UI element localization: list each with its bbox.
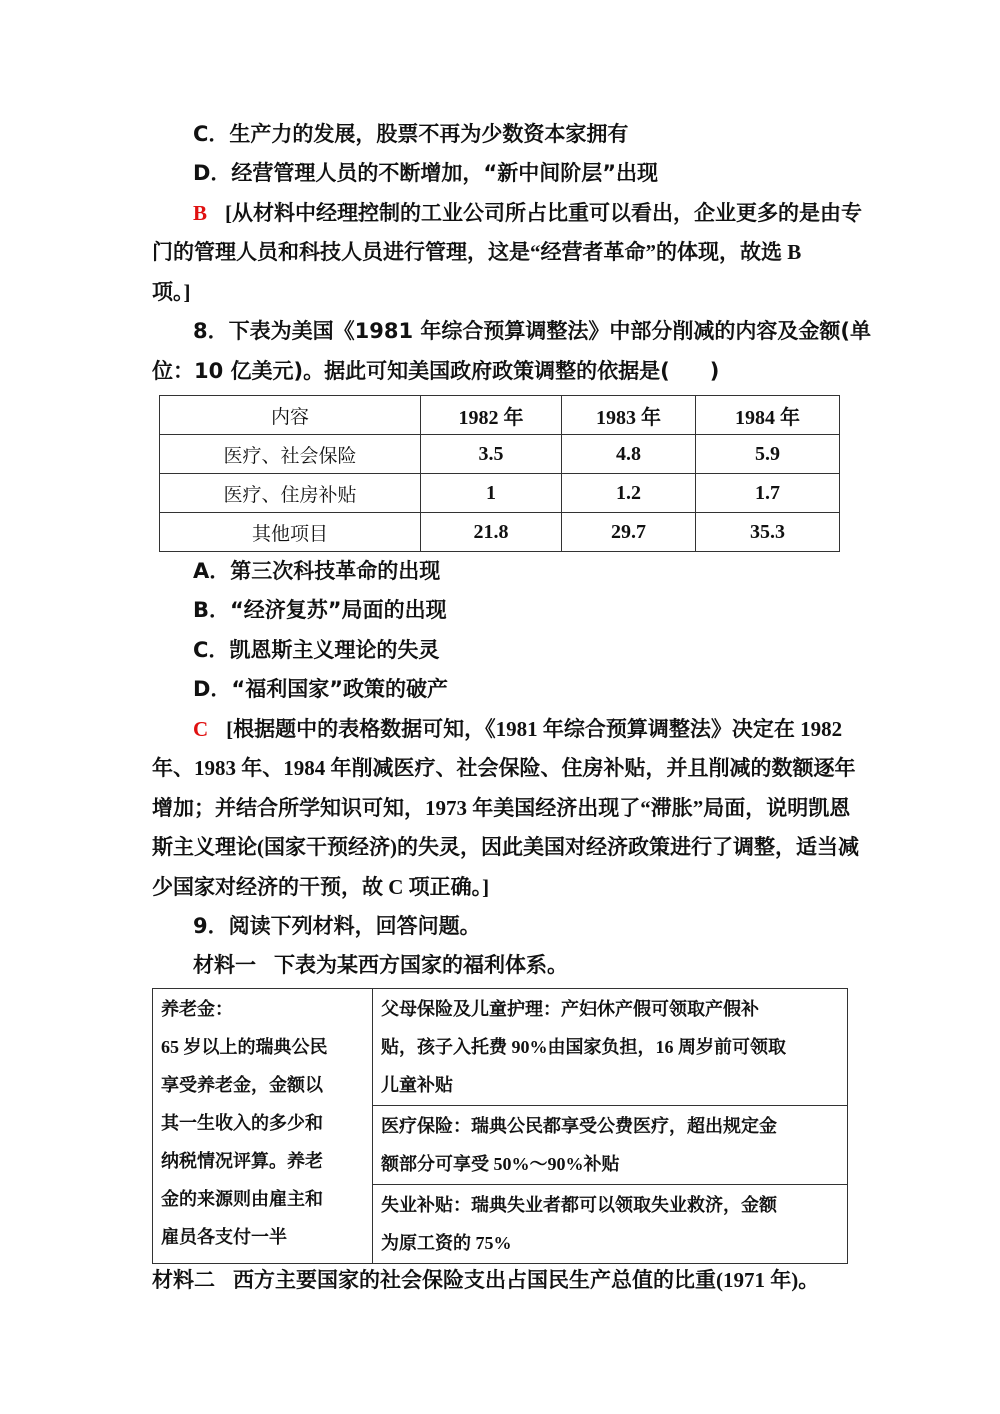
q7-option-d: D．经营管理人员的不断增加，“新中间阶层”出现 [193, 161, 659, 185]
q7-explanation-line1: [从材料中经理控制的工业公司所占比重可以看出，企业更多的是由专 [225, 201, 863, 225]
pension-line: 其一生收入的多少和 [161, 1113, 323, 1133]
cell: 5.9 [696, 435, 840, 474]
header-content: 内容 [160, 396, 421, 435]
q8-explanation-line4: 斯主义理论(国家干预经济)的失灵，因此美国对经济政策进行了调整，适当减 [152, 835, 859, 859]
q8-option-c: C．凯恩斯主义理论的失灵 [193, 638, 440, 662]
pension-line: 金的来源则由雇主和 [161, 1189, 323, 1209]
material2-text: 西方主要国家的社会保险支出占国民生产总值的比重(1971 年)。 [233, 1268, 820, 1292]
q7-answer [193, 199, 862, 227]
cell: 35.3 [696, 513, 840, 552]
q9-stem: 9．阅读下列材料，回答问题。 [193, 914, 481, 938]
medical-line: 医疗保险：瑞典公民都享受公费医疗，超出规定金 [381, 1116, 777, 1136]
q8-answer [193, 715, 842, 743]
header-1983: 1983 年 [562, 396, 696, 435]
cell: 1 [421, 474, 562, 513]
parental-line: 贴，孩子入托费 90%由国家负担，16 周岁前可领取 [381, 1037, 786, 1057]
unemployment-line: 失业补贴：瑞典失业者都可以领取失业救济，金额 [381, 1195, 777, 1215]
parental-line: 父母保险及儿童护理：产妇休产假可领取产假补 [381, 999, 759, 1019]
cell: 4.8 [562, 435, 696, 474]
header-1984: 1984 年 [696, 396, 840, 435]
cell: 29.7 [562, 513, 696, 552]
table-row [160, 513, 840, 552]
q9-material2 [152, 1266, 848, 1294]
pension-line: 养老金： [161, 999, 233, 1019]
medical-line: 额部分可享受 50%～90%补贴 [381, 1154, 620, 1174]
cell: 21.8 [421, 513, 562, 552]
q9-material-flow [152, 988, 848, 1294]
q8-explanation-line3: 增加；并结合所学知识可知，1973 年美国经济出现了“滞胀”局面，说明凯恩 [152, 796, 851, 820]
welfare-table [152, 988, 848, 1264]
material1-text: 下表为某西方国家的福利体系。 [274, 953, 568, 977]
pension-line: 65 岁以上的瑞典公民 [161, 1037, 328, 1057]
q8-budget-table [159, 395, 840, 552]
q9-material1 [193, 951, 568, 979]
q8-stem-line2: 位：10 亿美元)。据此可知美国政府政策调整的依据是( ) [152, 359, 720, 383]
material2-label: 材料二 [152, 1268, 215, 1292]
table-row [160, 435, 840, 474]
pension-line: 纳税情况评算。养老 [161, 1151, 323, 1171]
medical-insurance-cell [373, 1106, 848, 1185]
table-row [160, 474, 840, 513]
row-label: 其他项目 [160, 513, 421, 552]
row-label: 医疗、社会保险 [160, 435, 421, 474]
q7-answer-letter: B [193, 201, 208, 225]
q8-option-b: B．“经济复苏”局面的出现 [193, 598, 447, 622]
parental-insurance-cell [373, 989, 848, 1106]
q8-explanation-line5: 少国家对经济的干预，故 C 项正确。] [152, 875, 490, 899]
cell: 1.2 [562, 474, 696, 513]
pension-line: 雇员各支付一半 [161, 1227, 287, 1247]
q8-explanation-line2: 年、1983 年、1984 年削减医疗、社会保险、住房补贴，并且削减的数额逐年 [152, 756, 856, 780]
material1-label: 材料一 [193, 953, 256, 977]
pension-line: 享受养老金，金额以 [161, 1075, 323, 1095]
header-1982: 1982 年 [421, 396, 562, 435]
q8-explanation-line1: [根据题中的表格数据可知，《1981 年综合预算调整法》决定在 1982 [226, 717, 843, 741]
q8-option-a: A．第三次科技革命的出现 [193, 559, 441, 583]
q8-stem-line1: 8．下表为美国《1981 年综合预算调整法》中部分削减的内容及金额(单 [193, 319, 871, 343]
q8-answer-letter: C [193, 717, 209, 741]
parental-line: 儿童补贴 [381, 1075, 453, 1095]
pension-cell [153, 989, 373, 1264]
unemployment-line: 为原工资的 75% [381, 1233, 512, 1253]
cell: 1.7 [696, 474, 840, 513]
row-label: 医疗、住房补贴 [160, 474, 421, 513]
table-header-row [160, 396, 840, 435]
q7-explanation-line3: 项。] [152, 280, 191, 304]
q8-option-d: D．“福利国家”政策的破产 [193, 677, 449, 701]
unemployment-cell [373, 1185, 848, 1264]
q7-option-c: C．生产力的发展，股票不再为少数资本家拥有 [193, 122, 629, 146]
q7-explanation-line2: 门的管理人员和科技人员进行管理，这是“经营者革命”的体现，故选 B [152, 240, 802, 264]
cell: 3.5 [421, 435, 562, 474]
